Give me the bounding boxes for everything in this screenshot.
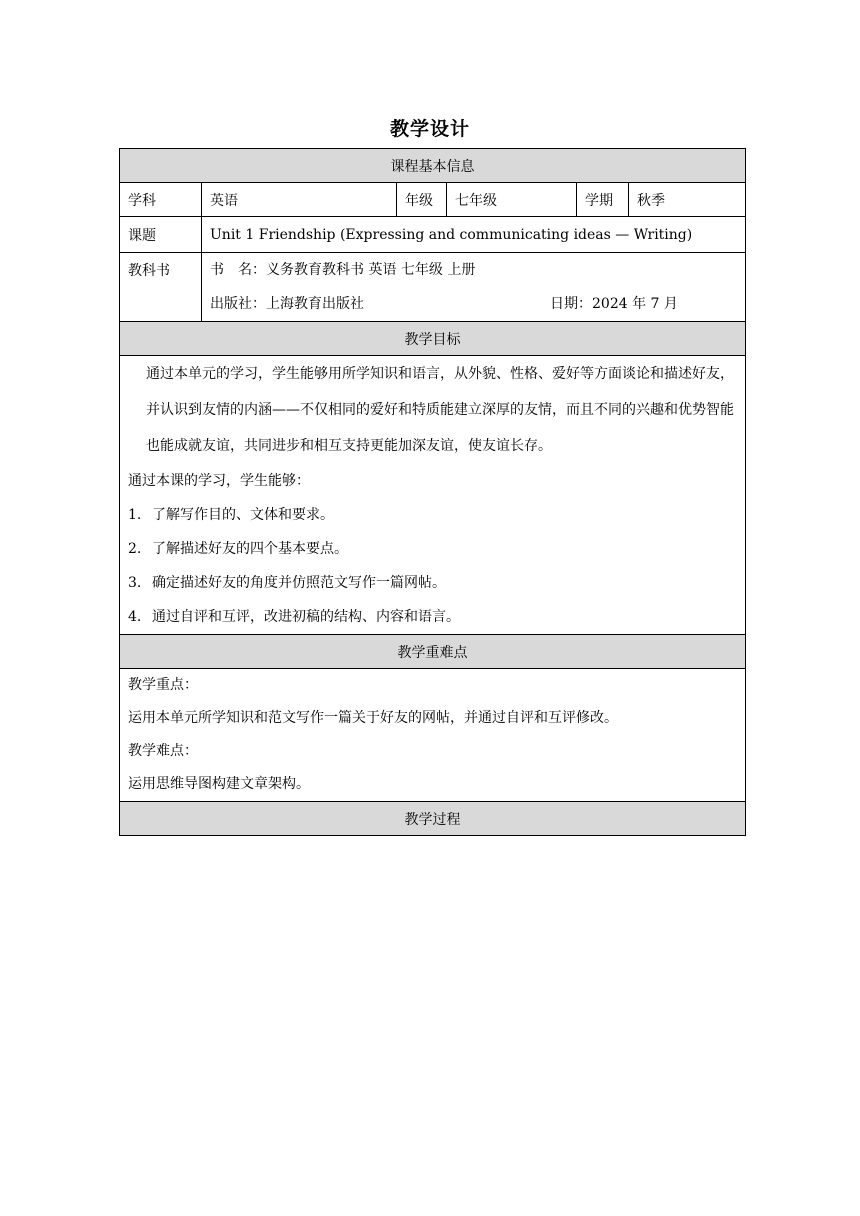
textbook-row xyxy=(120,253,746,322)
process-header: 教学过程 xyxy=(120,802,746,836)
difficulty-text: 运用思维导图构建文章架构。 xyxy=(128,776,310,792)
lesson-design-table xyxy=(119,148,746,836)
topic-value: Unit 1 Friendship (Expressing and communicating ideas — Writing) xyxy=(202,217,746,253)
objectives-intro: 通过本单元的学习，学生能够用所学知识和语言，从外貌、性格、爱好等方面谈论和描述好友，并认识到友情的内涵——不仅相同的爱好和特质能建立深厚的友情，而且不同的兴趣和优势智能也能成就友谊，共同进步和相互支持更能加深友谊，使友谊长存。 xyxy=(146,366,734,454)
objectives-header-row xyxy=(120,322,746,356)
objective-item xyxy=(128,566,737,600)
publisher-line xyxy=(210,287,737,321)
objective-text: 确定描述好友的角度并仿照范文写作一篇网帖。 xyxy=(152,575,446,591)
process-header-row xyxy=(120,802,746,836)
topic-row xyxy=(120,217,746,253)
subject-row xyxy=(120,183,746,217)
key-points-content xyxy=(120,669,746,802)
objective-text: 了解写作目的、文体和要求。 xyxy=(152,507,334,523)
objective-item xyxy=(128,600,737,634)
key-points-header: 教学重难点 xyxy=(120,635,746,669)
key-points-row xyxy=(120,669,746,802)
subject-label: 学科 xyxy=(120,183,202,217)
objective-text: 通过自评和互评，改进初稿的结构、内容和语言。 xyxy=(152,609,460,625)
focus-label: 教学重点： xyxy=(128,677,198,693)
objectives-lead: 通过本课的学习，学生能够： xyxy=(128,473,310,489)
basic-info-header-row xyxy=(120,149,746,183)
objectives-row xyxy=(120,356,746,635)
basic-info-header: 课程基本信息 xyxy=(120,149,746,183)
difficulty-label: 教学难点： xyxy=(128,743,198,759)
semester-label: 学期 xyxy=(577,183,629,217)
page-title: 教学设计 xyxy=(389,118,470,140)
grade-value: 七年级 xyxy=(447,183,577,217)
objective-item xyxy=(128,532,737,566)
objectives-header: 教学目标 xyxy=(120,322,746,356)
focus-text: 运用本单元所学知识和范文写作一篇关于好友的网帖，并通过自评和互评修改。 xyxy=(128,710,618,726)
publisher: 出版社：上海教育出版社 xyxy=(210,296,364,312)
objective-number: 3. xyxy=(128,575,142,591)
key-points-header-row xyxy=(120,635,746,669)
objective-number: 1. xyxy=(128,507,142,523)
objective-text: 了解描述好友的四个基本要点。 xyxy=(152,541,348,557)
objective-number: 2. xyxy=(128,541,142,557)
textbook-name: 书 名：义务教育教科书 英语 七年级 上册 xyxy=(210,262,476,278)
subject-value: 英语 xyxy=(202,183,397,217)
objectives-content xyxy=(120,356,746,635)
topic-label: 课题 xyxy=(120,217,202,253)
textbook-label: 教科书 xyxy=(120,253,202,322)
objective-item xyxy=(128,498,737,532)
grade-label: 年级 xyxy=(397,183,447,217)
textbook-info xyxy=(202,253,746,322)
semester-value: 秋季 xyxy=(629,183,746,217)
objective-number: 4. xyxy=(128,609,142,625)
publish-date: 日期：2024 年 7 月 xyxy=(550,296,678,312)
